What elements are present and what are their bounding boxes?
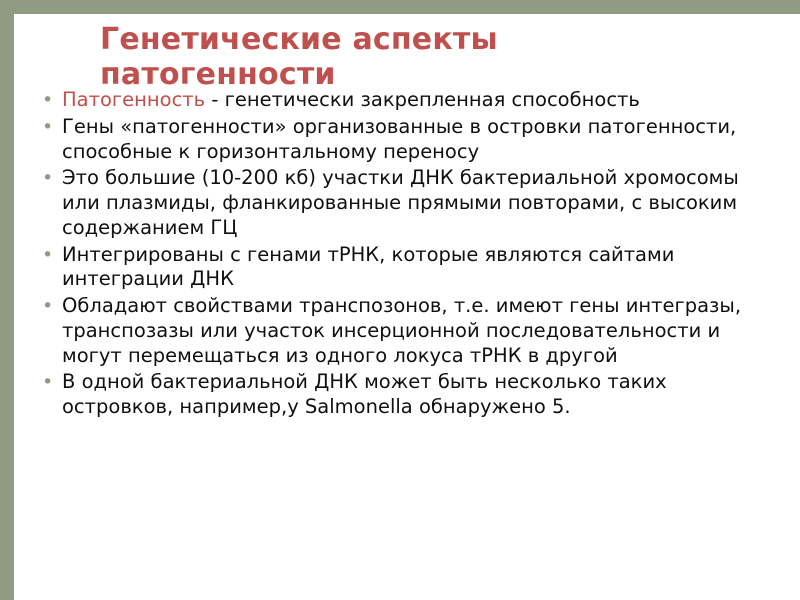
decorative-left-band [0,14,14,600]
list-item [40,166,780,240]
list-item [40,115,780,165]
decorative-top-band [0,0,800,14]
bullet-text: Это большие (10-200 кб) участки ДНК бактериальной хромосомы или плазмиды, фланкированные прямыми повторами, с высоким содержанием ГЦ [62,166,739,239]
list-item [40,370,780,420]
bullet-list [40,88,780,422]
bullet-text: В одной бактериальной ДНК может быть несколько таких островков, например,у Salmonella обнаружено 5. [62,370,667,418]
page-title: Генетические аспекты патогенности [100,22,498,93]
list-item [40,88,780,113]
list-item [40,294,780,368]
bullet-text: Интегрированы с генами тРНК, которые являются сайтами интеграции ДНК [62,242,675,291]
bullet-lead-text: Патогенность [62,88,206,111]
list-item [40,243,780,293]
bullet-text: Гены «патогенности» организованные в островки патогенности, способные к горизонтальному переносу [62,114,737,163]
bullet-text: Обладают свойствами транспозонов, т.е. имеют гены интегразы, транспозазы или участок инсерционной последовательности и могут перемещаться из одного локуса тРНК в другой [62,294,742,367]
bullet-text: - генетически закрепленная способность [205,88,640,111]
